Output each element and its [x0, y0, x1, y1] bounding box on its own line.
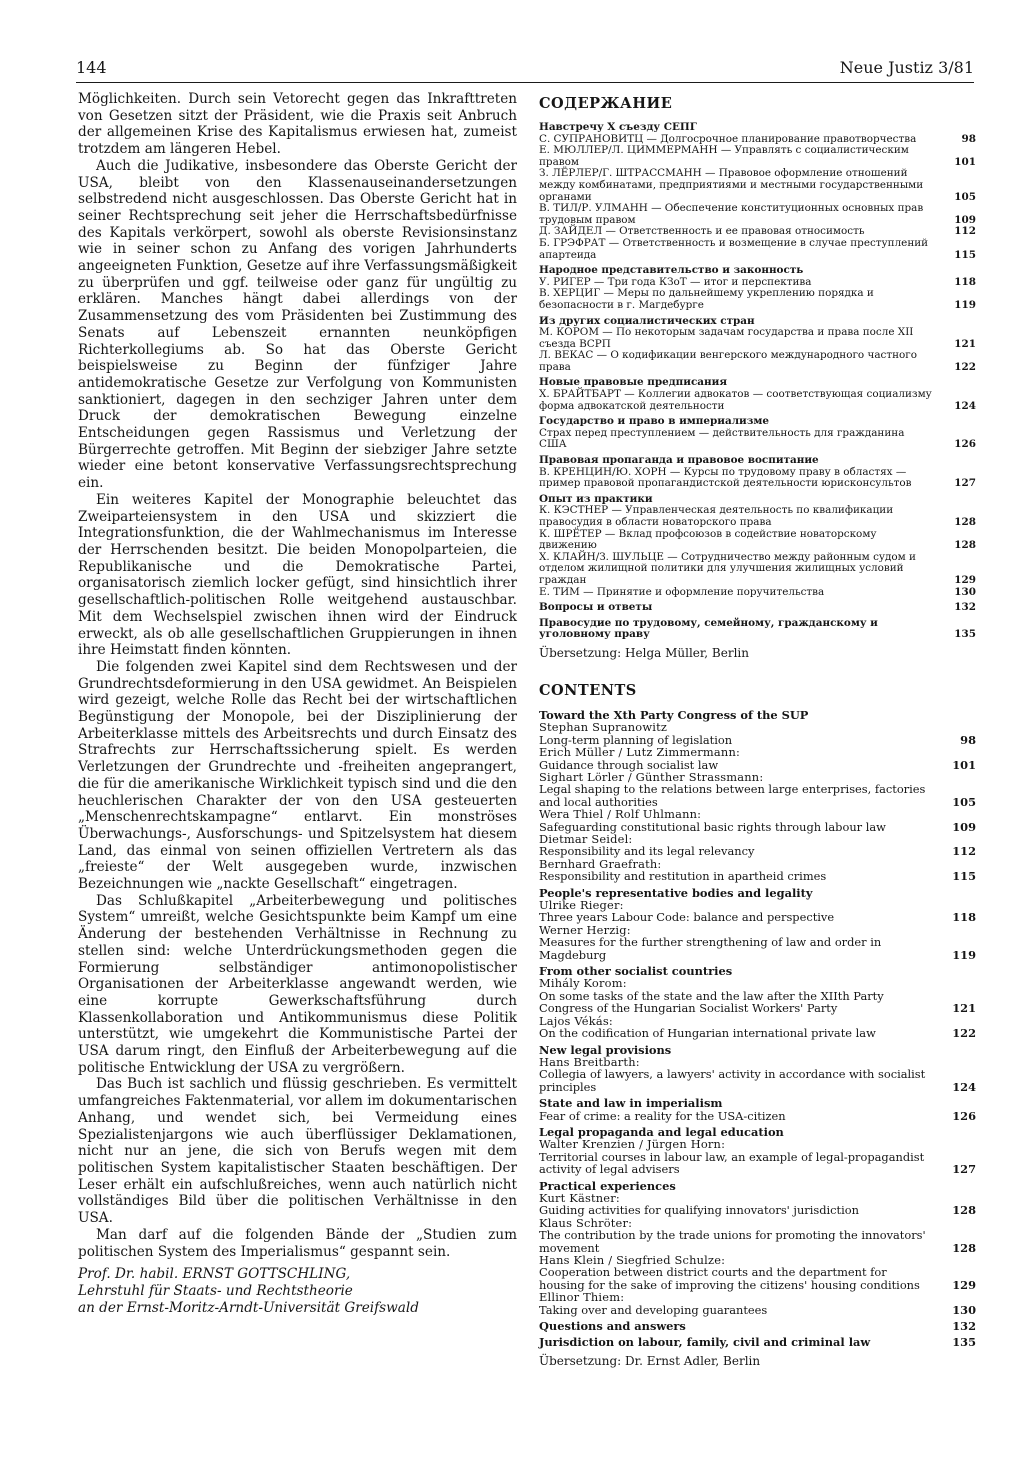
toc-entry	[539, 505, 976, 528]
toc-entry-title: On the codification of Hungarian international private law	[539, 1026, 876, 1041]
toc-section-heading: Toward the Xth Party Congress of the SUP	[539, 707, 809, 722]
toc-section-heading: Правосудие по трудовому, семейному, гражданскому и уголовному праву	[539, 616, 878, 641]
toc-entry-title: Л. ВЕКАС — О кодификации венгерского международного частного права	[539, 349, 917, 373]
toc-entry	[539, 990, 976, 1015]
toc-entry	[539, 1110, 976, 1122]
toc-section	[539, 1336, 976, 1348]
toc-entry-title: Е. ТИМ — Принятие и оформление поручительства	[539, 585, 825, 598]
toc-entry	[539, 1027, 976, 1039]
toc-section-heading: Practical experiences	[539, 1178, 676, 1193]
signature-line: Prof. Dr. habil. ERNST GOTTSCHLING,	[78, 1266, 351, 1283]
toc-entry-title: Taking over and developing guarantees	[539, 1302, 768, 1317]
toc-entry	[539, 552, 976, 587]
toc-page-number: 109	[952, 819, 976, 834]
toc-section-heading: Опыт из практики	[539, 492, 653, 505]
toc-section-heading: Legal propaganda and legal education	[539, 1124, 784, 1139]
toc-entry-title: Х. КЛАЙН/З. ШУЛЬЦЕ — Сотрудничество между районным судом и отделом жилищной политики для улучшения жилищных условий граждан	[539, 550, 916, 586]
toc-section-heading: Новые правовые предписания	[539, 376, 727, 389]
toc-page-number: 130	[954, 585, 976, 598]
toc-entry-title: Страх перед преступлением — действительность для гражданина США	[539, 426, 905, 451]
toc-entry	[539, 168, 976, 203]
toc-page-number: 127	[954, 477, 976, 490]
toc-entry	[539, 467, 976, 490]
toc-page-number: 101	[954, 155, 976, 168]
toc-entry-title: Guiding activities for qualifying innovators' jurisdiction	[539, 1203, 859, 1218]
toc-entry	[539, 870, 976, 882]
toc-page-number: 105	[954, 190, 976, 203]
toc-entry-title: С. СУПРАНОВИТЦ — Долгосрочное планирование правотворчества	[539, 132, 917, 145]
toc-page-number: 129	[954, 573, 976, 586]
toc-entry-title: Collegia of lawyers, a lawyers' activity in accordance with socialist principles	[539, 1067, 926, 1094]
review-column	[78, 91, 517, 1317]
toc-entry-title: Legal shaping to the relations between large enterprises, factories and local authorities	[539, 782, 926, 809]
toc-entry-title: Territorial courses in labour law, an example of legal-propagandist activity of legal advisers	[539, 1149, 925, 1177]
toc-entry	[539, 428, 976, 451]
page-header	[76, 58, 974, 82]
toc-entry-title: Fear of crime: a reality for the USA-citizen	[539, 1108, 786, 1123]
signature-line: Lehrstuhl für Staats- und Rechtstheorie	[78, 1283, 353, 1300]
toc-entry	[539, 1304, 976, 1316]
toc-entry-title: The contribution by the trade unions for promoting the innovators' movement	[539, 1228, 926, 1255]
toc-entry	[539, 1266, 976, 1291]
toc-section	[539, 1097, 976, 1122]
toc-section	[539, 416, 976, 451]
english-translator: Übersetzung: Dr. Ernst Adler, Berlin	[539, 1353, 761, 1368]
toc-entry-title: В. ХЕРЦИГ — Меры по дальнейшему укреплению порядка и безопасности в г. Магдебурге	[539, 287, 874, 311]
toc-entry-author: Walter Krenzien / Jürgen Horn:	[539, 1137, 726, 1152]
toc-page-number: 115	[954, 248, 976, 261]
toc-section	[539, 1044, 976, 1094]
toc-page-number: 126	[954, 438, 976, 451]
toc-section	[539, 887, 976, 961]
toc-page-number: 112	[952, 844, 976, 859]
toc-entry-title: Measures for the further strengthening of law and order in Magdeburg	[539, 935, 882, 962]
toc-entry-author: Mihály Korom:	[539, 976, 627, 991]
toc-section	[539, 965, 976, 1039]
toc-entry-author: Dietmar Seidel:	[539, 832, 633, 846]
toc-page-number: 119	[952, 947, 976, 962]
toc-entry	[539, 587, 976, 599]
toc-section-heading: Из других социалистических стран	[539, 314, 755, 327]
toc-section	[539, 1126, 976, 1176]
toc-entry	[539, 1229, 976, 1254]
toc-entry	[539, 783, 976, 808]
toc-page-number: 128	[952, 1240, 976, 1255]
toc-entry-title: Guidance through socialist law	[539, 757, 719, 772]
toc-entry-author: Ellinor Thiem:	[539, 1290, 625, 1305]
toc-entry-author: Lajos Vékás:	[539, 1013, 613, 1028]
header-rule	[76, 82, 974, 83]
toc-entry-title: К. ШРЁТЕР — Вклад профсоюзов в содействие новаторскому движению	[539, 527, 877, 552]
toc-page-number: 128	[954, 516, 976, 528]
toc-section-heading: Вопросы и ответы	[539, 601, 653, 614]
toc-section-heading: Jurisdiction on labour, family, civil and criminal law	[539, 1335, 871, 1350]
toc-page-number: 109	[954, 213, 976, 226]
toc-page-number: 128	[952, 1203, 976, 1218]
toc-entry-title: В. КРЕНЦИН/Ю. ХОРН — Курсы по трудовому праву в областях — пример правовой пропагандистской деятельности юрисконсультов	[539, 465, 912, 490]
toc-page-number: 126	[952, 1108, 976, 1123]
russian-toc	[539, 122, 976, 641]
russian-toc-title: СОДЕРЖАНИЕ	[539, 95, 673, 112]
toc-entry	[539, 203, 976, 226]
russian-translator: Übersetzung: Helga Müller, Berlin	[539, 645, 749, 660]
toc-section-heading: New legal provisions	[539, 1042, 672, 1057]
toc-entry	[539, 350, 976, 373]
toc-section	[539, 1180, 976, 1316]
toc-section-heading-row	[539, 602, 976, 614]
toc-page-number: 130	[952, 1302, 976, 1317]
toc-section-heading: State and law in imperialism	[539, 1096, 723, 1111]
toc-entry	[539, 389, 976, 412]
toc-entry	[539, 911, 976, 923]
toc-section	[539, 455, 976, 490]
toc-entry-author: Ulrike Rieger:	[539, 898, 624, 913]
toc-section	[539, 122, 976, 261]
toc-section	[539, 494, 976, 598]
page-number: 144	[76, 58, 107, 77]
toc-entry-title: Х. БРАЙТБАРТ — Коллегии адвокатов — соответствующая социализму форма адвокатской деятельности	[539, 388, 932, 412]
toc-entry-title: Д. ЗАЙДЕЛ — Ответственность и ее правовая относимость	[539, 225, 865, 238]
toc-entry	[539, 936, 976, 961]
toc-section-heading: Народное представительство и законность	[539, 264, 804, 277]
toc-entry-title: Responsibility and its legal relevancy	[539, 844, 755, 859]
toc-entry	[539, 1204, 976, 1216]
toc-page-number: 132	[952, 1319, 976, 1334]
toc-entry-author: Erich Müller / Lutz Zimmermann:	[539, 745, 741, 760]
toc-section	[539, 265, 976, 311]
journal-issue: Neue Justiz 3/81	[839, 58, 974, 77]
review-paragraph: Ein weiteres Kapitel der Monographie beleuchtet das Zweiparteiensystem in den USA und skizziert die Integrationsfunktion, die der Wahlmechanismus im Interesse der Herrschenden besitzt. Die beiden Monopolparteien, die Republikanische und die Demokratische Partei, organisatorisch ziemlich locker gefügt, sind hinsichtlich ihrer gesellschaftlich-politischen Rolle weitgehend austauschbar. Mit dem Wechselspiel zwischen ihnen wird der Eindruck erweckt, als ob alle gesellschaftlichen Gruppierungen in ihnen ihre Heimstatt finden könnten.	[78, 491, 517, 659]
toc-entry	[539, 288, 976, 311]
toc-entry-author: Wera Thiel / Rolf Uhlmann:	[539, 807, 702, 822]
review-paragraph: Das Buch ist sachlich und flüssig geschrieben. Es vermittelt umfangreiches Faktenmaterial, vor allem im dokumentarischen Anhang, und wendet sich, bei Vermeidung eines Spezialistenjargons wie auch überflüssiger Deklamationen, nicht nur an jene, die sich von Berufs wegen mit dem politischen System kapitalistischer Staaten beschäftigen. Der Leser erhält ein aufschlußreiches, wenn auch natürlich nicht vollständiges Bild über die politischen Verhältnisse in den USA.	[78, 1076, 517, 1227]
toc-section-heading: Правовая пропаганда и правовое воспитание	[539, 454, 819, 467]
toc-entry	[539, 1068, 976, 1093]
english-toc-title: CONTENTS	[539, 681, 637, 699]
toc-page-number: 98	[961, 132, 976, 145]
toc-page-number: 132	[954, 601, 976, 614]
toc-entry-author: Hans Breitbarth:	[539, 1054, 640, 1069]
toc-page-number: 122	[952, 1026, 976, 1041]
review-paragraph: Man darf auf die folgenden Bände der „Studien zum politischen System des Imperialismus“ gespannt sein.	[78, 1226, 517, 1260]
toc-entry-author: Kurt Kästner:	[539, 1190, 620, 1205]
toc-section	[539, 316, 976, 374]
toc-entry-title: Long-term planning of legislation	[539, 732, 733, 747]
toc-section-heading: From other socialist countries	[539, 964, 733, 979]
toc-page-number: 135	[954, 628, 976, 641]
toc-page-number: 121	[954, 337, 976, 350]
toc-entry	[539, 845, 976, 857]
toc-entry	[539, 1151, 976, 1176]
toc-page-number: 124	[954, 399, 976, 412]
toc-entry-title: У. РИГЕР — Три года КЗоТ — итог и перспектива	[539, 275, 812, 288]
toc-page-number: 122	[954, 360, 976, 373]
toc-entry-title: Б. ГРЭФРАТ — Ответственность и возмещение в случае преступлений апартеида	[539, 236, 929, 261]
toc-entry-author: Klaus Schröter:	[539, 1215, 633, 1230]
toc-page-number: 127	[952, 1162, 976, 1177]
toc-page-number: 112	[954, 225, 976, 238]
toc-page-number: 105	[952, 794, 976, 809]
toc-page-number: 124	[952, 1079, 976, 1094]
toc-entry-title: Safeguarding constitutional basic rights through labour law	[539, 819, 886, 834]
toc-entry	[539, 529, 976, 552]
reviewer-signature	[78, 1266, 517, 1317]
toc-section-heading: Государство и право в империализме	[539, 415, 770, 428]
toc-page-number: 101	[952, 757, 976, 772]
toc-entry-author: Bernhard Graefrath:	[539, 856, 662, 871]
toc-entry-title: Cooperation between district courts and the department for housing for the sake of improving the citizens' housing conditions	[539, 1265, 920, 1292]
toc-section-heading: Questions and answers	[539, 1319, 686, 1334]
toc-page-number: 118	[952, 910, 976, 925]
signature-line: an der Ernst-Moritz-Arndt-Universität Greifswald	[78, 1300, 419, 1317]
toc-page-number: 119	[954, 298, 976, 311]
toc-entry	[539, 145, 976, 168]
toc-column	[539, 91, 976, 1368]
toc-page-number: 98	[960, 732, 976, 747]
toc-entry-title: Three years Labour Code: balance and perspective	[539, 910, 835, 925]
toc-entry-title: К. КЭСТНЕР — Управленческая деятельность по квалификации правосудия в области новаторского права	[539, 504, 894, 528]
toc-section	[539, 602, 976, 614]
toc-entry-author: Stephan Supranowitz	[539, 720, 668, 735]
toc-page-number: 129	[952, 1277, 976, 1292]
review-paragraph: Die folgenden zwei Kapitel sind dem Rechtswesen und der Grundrechtsdeformierung in den USA gewidmet. An Beispielen wird gezeigt, welche Rolle das Recht bei der wirtschaftlichen Begünstigung der Monopole, bei der Disziplinierung der Arbeiterklasse mittels des Arbeitsrechts und durch Einsatz des Strafrechts zur Herrschaftssicherung spielt. Es werden Verletzungen der Grundrechte und -freiheiten angeprangert, die für die amerikanische Wirklichkeit typisch sind und die den heuchlerischen Charakter der von den USA gesteuerten „Menschenrechtskampagne“ entlarvt. Ein monströses Überwachungs-, Ausforschungs- und Spitzelsystem hat diesem Land, das einmal von seinen offiziellen Vertretern als das „freieste“ der Welt ausgegeben wurde, inzwischen Bezeichnungen wie „nackte Gesellschaft“ eingetragen.	[78, 658, 517, 893]
toc-page-number: 128	[954, 539, 976, 552]
toc-section	[539, 618, 976, 641]
toc-section-heading: People's representative bodies and legality	[539, 885, 813, 900]
toc-section-heading-row	[539, 618, 976, 641]
toc-section	[539, 377, 976, 412]
toc-entry-title: В. ТИЛ/Р. УЛМАНН — Обеспечение конституционных основных прав трудовым правом	[539, 202, 924, 226]
toc-entry	[539, 327, 976, 350]
toc-entry-title: М. КОРОМ — По некоторым задачам государства и права после XII съезда ВСРП	[539, 326, 914, 350]
toc-page-number: 115	[952, 869, 976, 884]
toc-entry-title: Responsibility and restitution in apartheid crimes	[539, 869, 827, 884]
toc-entry	[539, 238, 976, 261]
toc-entry-author: Werner Herzig:	[539, 922, 631, 937]
toc-section-heading-row	[539, 1320, 976, 1332]
review-paragraph: Möglichkeiten. Durch sein Vetorecht gegen das Inkrafttreten von Gesetzen sitzt der Präsident, wie die Praxis seit Anbruch der allgemeinen Krise des Kapitalismus erwiesen hat, zumeist trotzdem am längeren Hebel.	[78, 91, 517, 158]
toc-entry-author: Hans Klein / Siegfried Schulze:	[539, 1253, 726, 1267]
toc-section-heading-row	[539, 1336, 976, 1348]
review-paragraph: Auch die Judikative, insbesondere das Oberste Gericht der USA, bleibt von den Klassenauseinandersetzungen selbstredend nicht ausgeschlossen. Das Oberste Gericht hat in seiner Rechtsprechung seit jeher die Herrschaftsbedürfnisse des Kapitals verkörpert, sowohl als oberste Revisionsinstanz wie in seiner schon zu Anfang des vorigen Jahrhunderts angeeigneten Funktion, Gesetze auf ihre Verfassungsmäßigkeit zu überprüfen und ggf. teilweise oder ganz für ungültig zu erklären. Manches hängt dabei allerdings von der Zusammensetzung des vom Präsidenten bei Zustimmung des Senats auf Lebenszeit ernannten neunköpfigen Richterkollegiums ab. So hat das Oberste Gericht beispielsweise zu Beginn der fünfziger Jahre antidemokratische Gesetze zur Verfolgung von Kommunisten sanktioniert, dagegen in den sechziger Jahren unter dem Druck der demokratischen Bewegung einzelne Entscheidungen gegen Rassismus und Verletzung der Bürgerrechte getroffen. Mit Beginn der siebziger Jahre setzte wieder eine betont konservative Verfassungsrechtsprechung ein.	[78, 157, 517, 492]
toc-section-heading: Навстречу X съезду СЕПГ	[539, 121, 697, 133]
toc-entry-title: On some tasks of the state and the law after the XIIth Party Congress of the Hungarian Socialist Workers' Party	[539, 988, 884, 1016]
toc-page-number: 135	[952, 1335, 976, 1350]
toc-entry-author: Sighart Lörler / Günther Strassmann:	[539, 769, 764, 784]
toc-entry-title: З. ЛЁРЛЕР/Г. ШТРАССМАНН — Правовое оформление отношений между комбинатами, предприятиями и местными государственными органами	[539, 167, 924, 203]
toc-entry-title: Е. МЮЛЛЕР/Л. ЦИММЕРМАНН — Управлять с социалистическим правом	[539, 144, 909, 168]
review-paragraph: Das Schlußkapitel „Arbeiterbewegung und politisches System“ umreißt, welche Gesichtspunkte beim Kampf um eine Änderung der bestehenden Verhältnisse in Rechnung zu stellen sind: welche Unterdrückungsmethoden gegen die Formierung selbständiger antimonopolistischer Organisationen der Arbeiterklasse angewandt werden, wie eine korrupte Gewerkschaftsführung durch Klassenkollaboration und Antikommunismus diese Politik unterstützt, wie umgekehrt die Kommunistische Partei der USA darum ringt, den Einfluß der Arbeiterbewegung auf die politische Entwicklung der USA zu vergrößern.	[78, 892, 517, 1076]
toc-section	[539, 709, 976, 883]
toc-page-number: 118	[954, 275, 976, 288]
toc-section	[539, 1320, 976, 1332]
toc-page-number: 121	[952, 1001, 976, 1016]
english-toc	[539, 709, 976, 1349]
